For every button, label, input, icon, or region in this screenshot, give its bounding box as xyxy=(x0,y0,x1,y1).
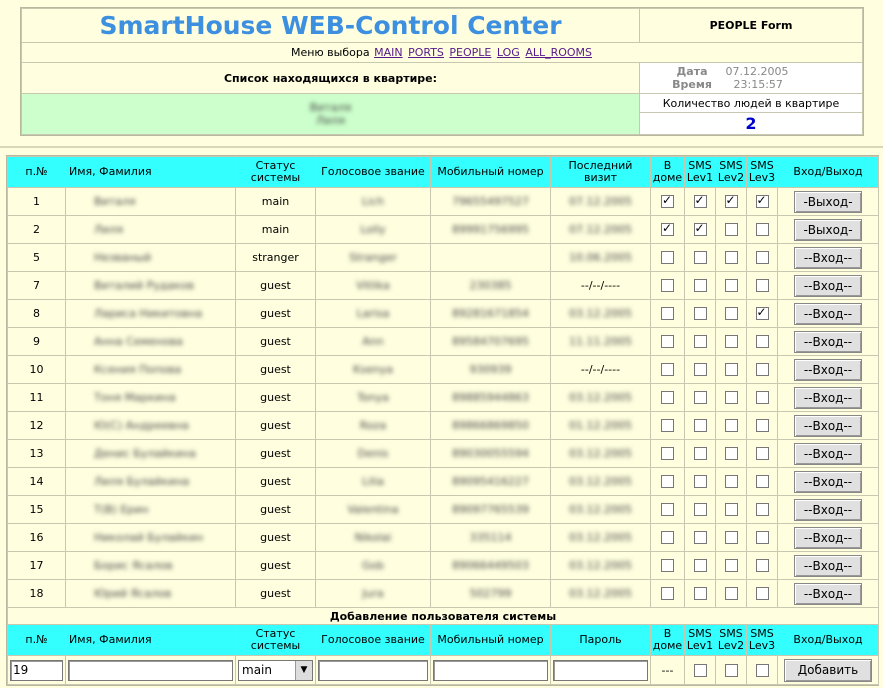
sms-lev1-checkbox[interactable] xyxy=(694,195,707,208)
enter-button[interactable]: --Вход-- xyxy=(794,583,862,605)
row-num: 18 xyxy=(29,587,44,600)
new-password-input[interactable] xyxy=(553,660,648,681)
row-voice: Ann xyxy=(362,335,384,348)
row-voice: Valentina xyxy=(347,503,399,516)
row-num: 5 xyxy=(33,251,40,264)
sms-lev2-checkbox[interactable] xyxy=(725,195,738,208)
sms-lev1-checkbox[interactable] xyxy=(694,587,707,600)
new-status-value: main xyxy=(242,663,272,677)
menu-link-ports[interactable]: PORTS xyxy=(408,46,444,59)
sms-lev2-checkbox[interactable] xyxy=(725,503,738,516)
enter-button[interactable]: --Вход-- xyxy=(794,555,862,577)
row-status: guest xyxy=(260,559,291,572)
sms-lev2-checkbox[interactable] xyxy=(725,419,738,432)
new-sms-lev1-checkbox[interactable] xyxy=(694,664,707,677)
add-col-voice: Голосовое звание xyxy=(316,625,431,656)
add-col-status: Статус системы xyxy=(236,625,316,656)
add-user-title: Добавление пользователя системы xyxy=(8,608,879,625)
row-name: Николай Булайкин xyxy=(94,531,204,544)
col-status: Статус системы xyxy=(236,157,316,188)
row-mobile: 930939 xyxy=(469,363,512,376)
row-status: guest xyxy=(260,475,291,488)
col-sms-lev2: SMS Lev2 xyxy=(716,157,747,188)
row-status: guest xyxy=(260,335,291,348)
add-user-title-row xyxy=(8,608,879,625)
add-col-name: Имя, Фамилия xyxy=(66,625,236,656)
sms-lev1-checkbox[interactable] xyxy=(694,447,707,460)
sms-lev2-checkbox[interactable] xyxy=(725,391,738,404)
new-sms-lev3-checkbox[interactable] xyxy=(756,664,769,677)
row-num: 10 xyxy=(29,363,44,376)
add-col-sms-lev1: SMS Lev1 xyxy=(685,625,716,656)
enter-button[interactable]: --Вход-- xyxy=(794,331,862,353)
row-last-visit: 03.12.2005 xyxy=(569,503,632,516)
col-voice: Голосовое звание xyxy=(316,157,431,188)
home-checkbox[interactable] xyxy=(661,391,674,404)
sms-lev1-checkbox[interactable] xyxy=(694,251,707,264)
row-status: guest xyxy=(260,279,291,292)
sms-lev2-checkbox[interactable] xyxy=(725,447,738,460)
sms-lev3-checkbox[interactable] xyxy=(756,419,769,432)
new-mobile-input[interactable] xyxy=(433,660,548,681)
table-header-row xyxy=(8,157,879,188)
row-voice: Ksenya xyxy=(353,363,393,376)
time-label: Время xyxy=(672,78,712,91)
row-mobile: 89066449503 xyxy=(452,559,529,572)
table-row xyxy=(8,580,879,608)
home-checkbox[interactable] xyxy=(661,587,674,600)
row-last-visit: 07.12.2005 xyxy=(569,223,632,236)
row-voice: Lilia xyxy=(361,475,385,488)
row-num: 8 xyxy=(33,307,40,320)
row-num: 16 xyxy=(29,531,44,544)
row-last-visit: 03.12.2005 xyxy=(569,475,632,488)
row-last-visit: 10.06.2005 xyxy=(569,251,632,264)
enter-button[interactable]: --Вход-- xyxy=(794,527,862,549)
row-name: Юрий Ясалов xyxy=(94,587,172,600)
enter-button[interactable]: --Вход-- xyxy=(794,471,862,493)
home-checkbox[interactable] xyxy=(661,419,674,432)
row-name: Виталий Рудаков xyxy=(94,279,195,292)
row-status: stranger xyxy=(252,251,299,264)
row-status: main xyxy=(261,223,290,236)
home-checkbox[interactable] xyxy=(661,195,674,208)
add-user-button[interactable]: Добавить xyxy=(784,659,872,682)
enter-button[interactable]: --Вход-- xyxy=(794,359,862,381)
row-name: Лариса Никитовна xyxy=(94,307,203,320)
chevron-down-icon[interactable]: ▼ xyxy=(295,661,312,680)
table-row xyxy=(8,356,879,384)
row-status: guest xyxy=(260,447,291,460)
row-name: Ю(С) Андреевна xyxy=(94,419,189,432)
people-count-value: 2 xyxy=(640,113,863,135)
enter-button[interactable]: --Вход-- xyxy=(794,303,862,325)
enter-button[interactable]: --Вход-- xyxy=(794,275,862,297)
enter-button[interactable]: --Вход-- xyxy=(794,415,862,437)
sms-lev2-checkbox[interactable] xyxy=(725,223,738,236)
row-status: guest xyxy=(260,391,291,404)
row-mobile: 230385 xyxy=(469,279,512,292)
col-num: п.№ xyxy=(8,157,66,188)
menu-link-people[interactable]: PEOPLE xyxy=(449,46,492,59)
home-checkbox[interactable] xyxy=(661,279,674,292)
people-table-panel xyxy=(6,155,879,686)
row-num: 17 xyxy=(29,559,44,572)
new-num-input[interactable]: 19 xyxy=(10,660,63,681)
sms-lev3-checkbox[interactable] xyxy=(756,475,769,488)
row-status: guest xyxy=(260,307,291,320)
row-status: guest xyxy=(260,419,291,432)
row-status: guest xyxy=(260,363,291,376)
row-mobile: 79655497527 xyxy=(452,195,529,208)
row-voice: Roza xyxy=(359,419,387,432)
table-row xyxy=(8,272,879,300)
row-voice: Nikolai xyxy=(354,531,392,544)
form-name: PEOPLE Form xyxy=(640,9,863,43)
table-row xyxy=(8,552,879,580)
home-checkbox[interactable] xyxy=(661,475,674,488)
enter-button[interactable]: --Вход-- xyxy=(794,499,862,521)
row-last-visit: --/--/---- xyxy=(580,279,621,292)
table-body xyxy=(8,188,879,608)
add-col-home: В доме xyxy=(651,625,685,656)
sms-lev2-checkbox[interactable] xyxy=(725,307,738,320)
home-checkbox[interactable] xyxy=(661,335,674,348)
row-last-visit: --/--/---- xyxy=(580,363,621,376)
home-checkbox[interactable] xyxy=(661,363,674,376)
home-checkbox[interactable] xyxy=(661,251,674,264)
row-last-visit: 01.12.2005 xyxy=(569,419,632,432)
menu-bar xyxy=(22,43,863,63)
row-num: 1 xyxy=(33,195,40,208)
row-status: main xyxy=(261,195,290,208)
sms-lev1-checkbox[interactable] xyxy=(694,475,707,488)
new-sms-lev2-checkbox[interactable] xyxy=(725,664,738,677)
present-list-title: Список находящихся в квартире: xyxy=(22,63,640,94)
add-col-enter-exit: Вход/Выход xyxy=(778,625,879,656)
sms-lev1-checkbox[interactable] xyxy=(694,307,707,320)
row-num: 12 xyxy=(29,419,44,432)
sms-lev1-checkbox[interactable] xyxy=(694,391,707,404)
add-col-password: Пароль xyxy=(551,625,651,656)
date-label: Дата xyxy=(676,65,708,78)
row-voice: Vitlika xyxy=(356,279,390,292)
table-row xyxy=(8,496,879,524)
row-voice: Jura xyxy=(362,587,384,600)
sms-lev3-checkbox[interactable] xyxy=(756,363,769,376)
table-row xyxy=(8,244,879,272)
sms-lev1-checkbox[interactable] xyxy=(694,363,707,376)
row-mobile: 89030055594 xyxy=(452,447,529,460)
new-voice-input[interactable] xyxy=(318,660,428,681)
sms-lev2-checkbox[interactable] xyxy=(725,559,738,572)
menu-link-log[interactable]: LOG xyxy=(496,46,520,59)
home-checkbox[interactable] xyxy=(661,503,674,516)
sms-lev1-checkbox[interactable] xyxy=(694,223,707,236)
row-name: Ксения Попова xyxy=(94,363,182,376)
row-name: Лиля Булайкина xyxy=(94,475,190,488)
row-last-visit: 11.11.2005 xyxy=(569,335,632,348)
row-num: 11 xyxy=(29,391,44,404)
row-name: Анна Семенова xyxy=(94,335,183,348)
home-checkbox[interactable] xyxy=(661,223,674,236)
menu-link-main[interactable]: MAIN xyxy=(374,46,403,59)
table-row xyxy=(8,440,879,468)
row-voice: Tonya xyxy=(357,391,389,404)
row-mobile: 502799 xyxy=(469,587,512,600)
sms-lev3-checkbox[interactable] xyxy=(756,251,769,264)
table-row xyxy=(8,384,879,412)
add-col-sms-lev2: SMS Lev2 xyxy=(716,625,747,656)
row-mobile: 89584707695 xyxy=(452,335,529,348)
sms-lev3-checkbox[interactable] xyxy=(756,503,769,516)
people-count-label: Количество людей в квартире xyxy=(640,94,863,113)
row-last-visit: 03.12.2005 xyxy=(569,307,632,320)
sms-lev1-checkbox[interactable] xyxy=(694,503,707,516)
row-last-visit: 03.12.2005 xyxy=(569,559,632,572)
sms-lev1-checkbox[interactable] xyxy=(694,419,707,432)
sms-lev3-checkbox[interactable] xyxy=(756,447,769,460)
home-checkbox[interactable] xyxy=(661,531,674,544)
row-last-visit: 03.12.2005 xyxy=(569,447,632,460)
row-voice: Larisa xyxy=(356,307,390,320)
row-mobile: 89885944863 xyxy=(452,391,529,404)
row-mobile: 89991756995 xyxy=(452,223,529,236)
sms-lev3-checkbox[interactable] xyxy=(756,335,769,348)
sms-lev3-checkbox[interactable] xyxy=(756,195,769,208)
row-status: guest xyxy=(260,587,291,600)
row-name: Борис Ясалов xyxy=(94,559,173,572)
home-checkbox[interactable] xyxy=(661,307,674,320)
table-row xyxy=(8,328,879,356)
row-name: Виталя xyxy=(94,195,136,208)
sms-lev2-checkbox[interactable] xyxy=(725,363,738,376)
new-name-input[interactable] xyxy=(68,660,233,681)
row-status: guest xyxy=(260,503,291,516)
row-name: Незваный xyxy=(94,251,152,264)
app-title: SmartHouse WEB-Control Center xyxy=(22,9,640,43)
people-table xyxy=(7,156,879,685)
menu-link-all-rooms[interactable]: ALL_ROOMS xyxy=(525,46,593,59)
add-col-num: п.№ xyxy=(8,625,66,656)
row-mobile: 89866869850 xyxy=(452,419,529,432)
col-home: В доме xyxy=(651,157,685,188)
present-person: Виталя xyxy=(309,101,352,114)
row-mobile: 89281671854 xyxy=(452,307,529,320)
present-people-list xyxy=(22,94,640,135)
table-row xyxy=(8,300,879,328)
row-last-visit: 03.12.2005 xyxy=(569,391,632,404)
sms-lev3-checkbox[interactable] xyxy=(756,391,769,404)
enter-button[interactable]: --Вход-- xyxy=(794,443,862,465)
sms-lev3-checkbox[interactable] xyxy=(756,531,769,544)
add-header-row xyxy=(8,625,879,656)
row-last-visit: 07.12.2005 xyxy=(569,195,632,208)
row-num: 2 xyxy=(33,223,40,236)
sms-lev2-checkbox[interactable] xyxy=(725,279,738,292)
add-col-sms-lev3: SMS Lev3 xyxy=(747,625,778,656)
date-time-box xyxy=(640,63,863,94)
row-name: Т(В) Ерин xyxy=(94,503,149,516)
enter-button[interactable]: --Вход-- xyxy=(794,247,862,269)
row-name: Тоня Маркина xyxy=(94,391,176,404)
sms-lev1-checkbox[interactable] xyxy=(694,531,707,544)
row-name: Лиля xyxy=(94,223,124,236)
sms-lev2-checkbox[interactable] xyxy=(725,531,738,544)
add-col-mobile: Мобильный номер xyxy=(431,625,551,656)
row-mobile: 89095416227 xyxy=(452,475,529,488)
row-name: Денис Булайкина xyxy=(94,447,196,460)
exit-button[interactable]: -Выход- xyxy=(794,219,862,241)
row-voice: Lolly xyxy=(360,223,386,236)
sms-lev3-checkbox[interactable] xyxy=(756,587,769,600)
col-name: Имя, Фамилия xyxy=(66,157,236,188)
sms-lev1-checkbox[interactable] xyxy=(694,559,707,572)
row-voice: Denis xyxy=(357,447,389,460)
row-num: 15 xyxy=(29,503,44,516)
sms-lev3-checkbox[interactable] xyxy=(756,559,769,572)
row-voice: Stranger xyxy=(349,251,397,264)
row-mobile: 89097765539 xyxy=(452,503,529,516)
col-last-visit: Последний визит xyxy=(551,157,651,188)
table-row xyxy=(8,468,879,496)
row-last-visit: 03.12.2005 xyxy=(569,531,632,544)
separator xyxy=(0,146,883,148)
table-row xyxy=(8,524,879,552)
row-status: guest xyxy=(260,531,291,544)
new-status-select[interactable] xyxy=(238,660,313,681)
sms-lev2-checkbox[interactable] xyxy=(725,475,738,488)
sms-lev3-checkbox[interactable] xyxy=(756,279,769,292)
new-home-value: --- xyxy=(651,656,685,685)
row-num: 9 xyxy=(33,335,40,348)
row-voice: Lich xyxy=(361,195,385,208)
table-row xyxy=(8,412,879,440)
row-last-visit: 03.12.2005 xyxy=(569,587,632,600)
col-mobile: Мобильный номер xyxy=(431,157,551,188)
row-mobile: 335114 xyxy=(469,531,512,544)
col-enter-exit: Вход/Выход xyxy=(778,157,879,188)
sms-lev1-checkbox[interactable] xyxy=(694,279,707,292)
row-num: 7 xyxy=(33,279,40,292)
table-row xyxy=(8,216,879,244)
time-value: 23:15:57 xyxy=(733,78,783,91)
date-value: 07.12.2005 xyxy=(725,65,789,78)
sms-lev2-checkbox[interactable] xyxy=(725,251,738,264)
menu-label: Меню выбора xyxy=(290,46,370,59)
enter-button[interactable]: --Вход-- xyxy=(794,387,862,409)
sms-lev3-checkbox[interactable] xyxy=(756,223,769,236)
sms-lev2-checkbox[interactable] xyxy=(725,335,738,348)
add-user-form-row xyxy=(8,656,879,685)
present-person: Лиля xyxy=(315,114,346,127)
header-panel xyxy=(20,7,864,136)
sms-lev2-checkbox[interactable] xyxy=(725,587,738,600)
sms-lev1-checkbox[interactable] xyxy=(694,335,707,348)
col-sms-lev3: SMS Lev3 xyxy=(747,157,778,188)
row-num: 13 xyxy=(29,447,44,460)
col-sms-lev1: SMS Lev1 xyxy=(685,157,716,188)
exit-button[interactable]: -Выход- xyxy=(794,191,862,213)
table-row xyxy=(8,188,879,216)
home-checkbox[interactable] xyxy=(661,447,674,460)
row-voice: Gob xyxy=(361,559,385,572)
home-checkbox[interactable] xyxy=(661,559,674,572)
sms-lev3-checkbox[interactable] xyxy=(756,307,769,320)
row-num: 14 xyxy=(29,475,44,488)
